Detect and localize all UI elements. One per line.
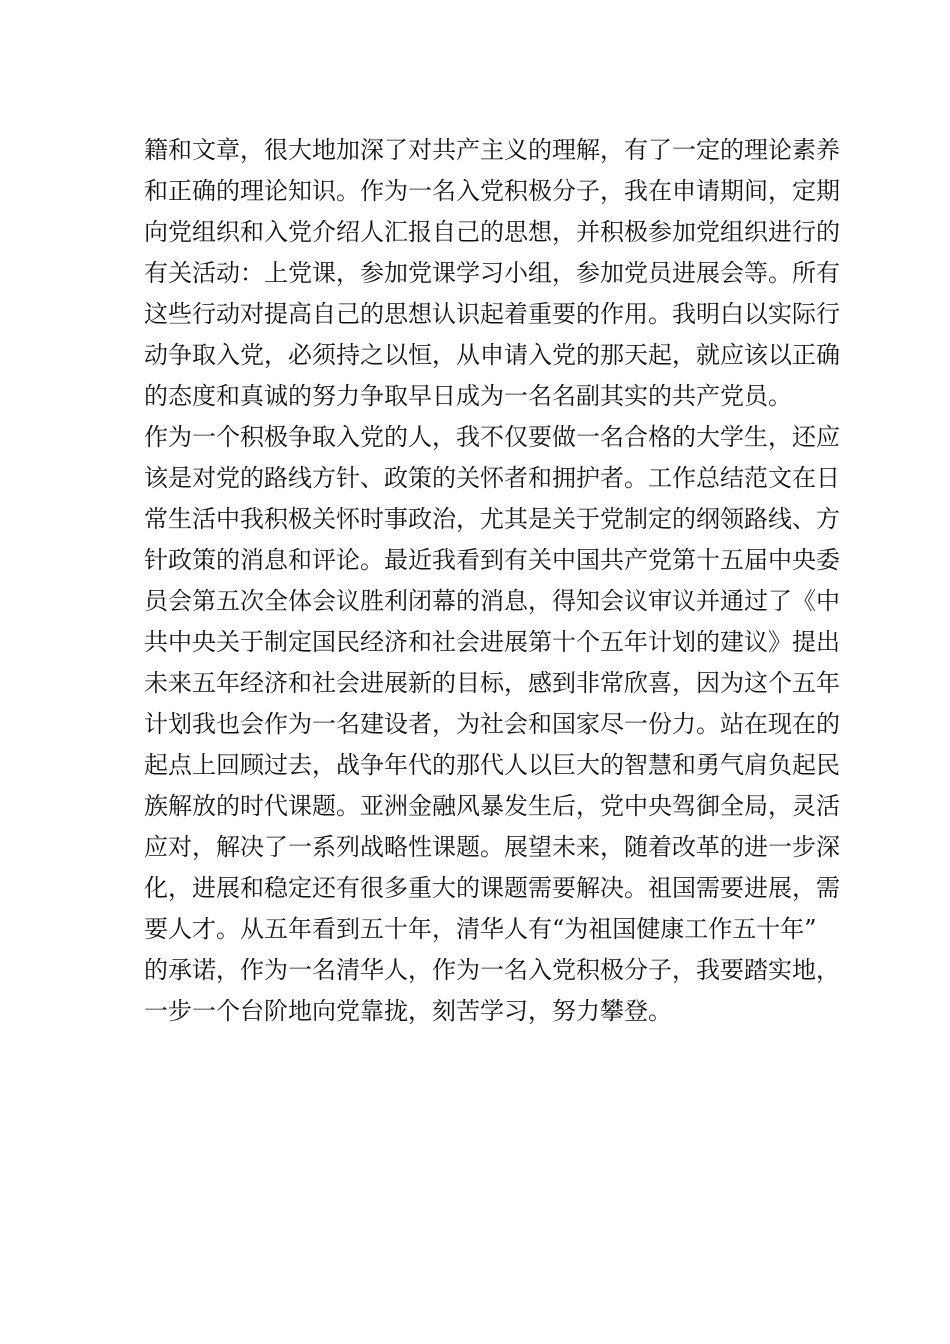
text-line: 族解放的时代课题。亚洲金融风暴发生后，党中央驾御全局，灵活	[144, 792, 840, 820]
text-line: 籍和文章，很大地加深了对共产主义的理解，有了一定的理论素养	[144, 136, 840, 164]
text-line: 共中央关于制定国民经济和社会进展第十个五年计划的建议》提出	[144, 628, 840, 656]
text-line: 员会第五次全体会议胜利闭幕的消息，得知会议审议并通过了《中	[144, 587, 840, 615]
text-line: 动争取入党，必须持之以恒，从申请入党的那天起，就应该以正确	[144, 341, 840, 369]
document-body	[144, 130, 840, 1032]
text-line: 的承诺，作为一名清华人，作为一名入党积极分子，我要踏实地，	[144, 956, 840, 984]
text-line: 起点上回顾过去，战争年代的那代人以巨大的智慧和勇气肩负起民	[144, 751, 840, 779]
text-line: 作为一个积极争取入党的人，我不仅要做一名合格的大学生，还应	[144, 423, 840, 451]
text-line: 化，进展和稳定还有很多重大的课题需要解决。祖国需要进展，需	[144, 874, 840, 902]
text-line: 未来五年经济和社会进展新的目标，感到非常欣喜，因为这个五年	[144, 669, 840, 697]
text-line: 的态度和真诚的努力争取早日成为一名名副其实的共产党员。	[144, 382, 792, 410]
text-line: 一步一个台阶地向党靠拢，刻苦学习，努力攀登。	[144, 997, 672, 1025]
text-line: 应对，解决了一系列战略性课题。展望未来，随着改革的进一步深	[144, 833, 840, 861]
text-line: 向党组织和入党介绍人汇报自己的思想，并积极参加党组织进行的	[144, 218, 840, 246]
text-line: 和正确的理论知识。作为一名入党积极分子，我在申请期间，定期	[144, 177, 840, 205]
text-line: 常生活中我积极关怀时事政治，尤其是关于党制定的纲领路线、方	[144, 505, 840, 533]
text-line: 要人才。从五年看到五十年，清华人有“为祖国健康工作五十年”	[144, 915, 817, 943]
text-line: 针政策的消息和评论。最近我看到有关中国共产党第十五届中央委	[144, 546, 840, 574]
text-line: 该是对党的路线方针、政策的关怀者和拥护者。工作总结范文在日	[144, 464, 840, 492]
text-line: 这些行动对提高自己的思想认识起着重要的作用。我明白以实际行	[144, 300, 840, 328]
text-line: 计划我也会作为一名建设者，为社会和国家尽一份力。站在现在的	[144, 710, 840, 738]
text-line: 有关活动：上党课，参加党课学习小组，参加党员进展会等。所有	[144, 259, 840, 287]
